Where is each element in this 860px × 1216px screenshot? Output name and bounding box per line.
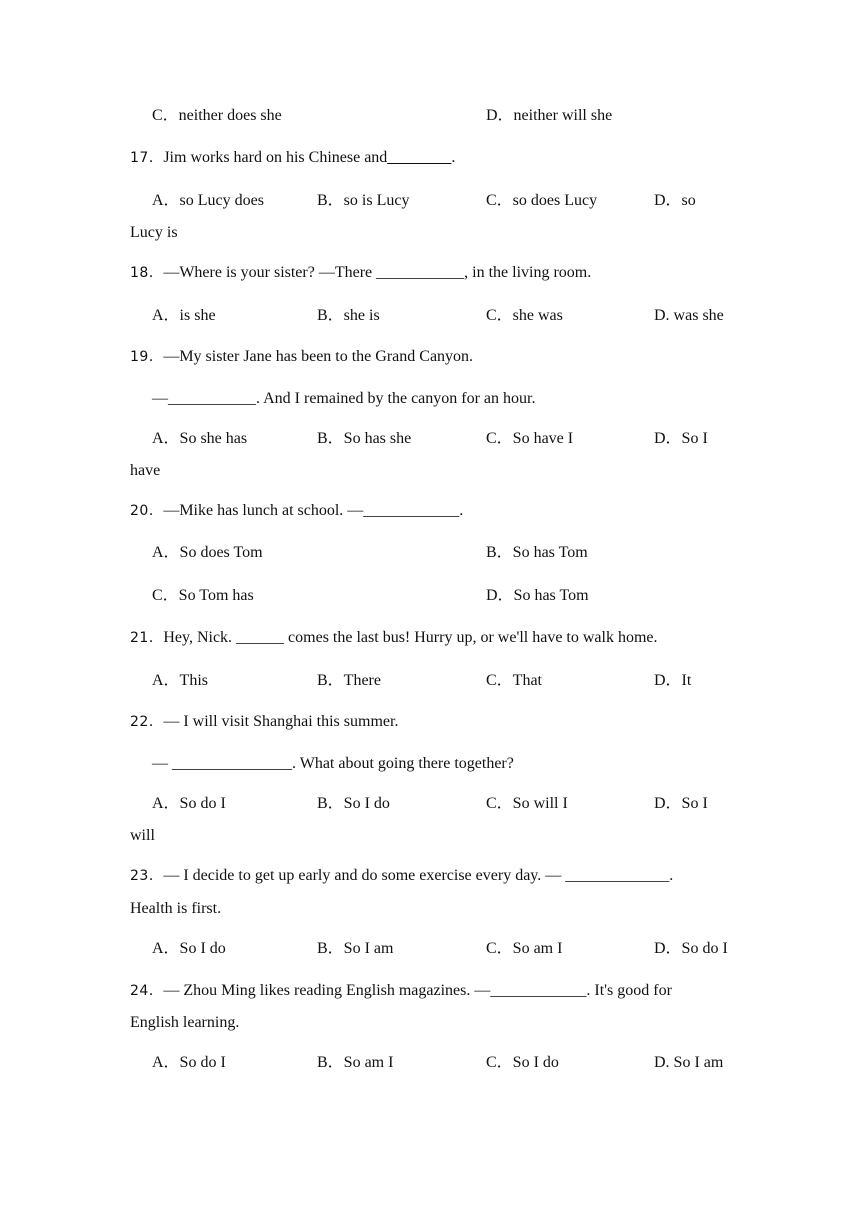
question-text: — Zhou Ming likes reading English magazines. —____________. It's good for [163,982,672,999]
option-c: C．so does Lucy [486,192,598,209]
question-number: 23． [130,868,164,884]
option-d-continued: will [130,827,155,844]
option-d: D．So I [654,795,708,812]
option-c: C．So have I [486,430,574,447]
option-d-continued: Lucy is [130,224,178,241]
question-22-response: — _______________. What about going there together? [152,755,514,772]
option-a: A．This [152,672,209,689]
option-a: A．is she [152,307,216,324]
option-d: D．neither will she [486,107,613,124]
option-d: D. So I am [654,1054,724,1071]
option-d: D．So has Tom [486,587,589,604]
option-a: A．So I do [152,940,226,957]
option-c: C．she was [486,307,563,324]
option-d: D．So I [654,430,708,447]
question-text: —Mike has lunch at school. —____________. [163,502,464,519]
question-21 [130,628,658,648]
question-24 [130,981,672,1001]
question-number: 20． [130,503,164,519]
option-d-continued: have [130,462,161,479]
question-number: 19． [130,349,164,365]
question-text: —My sister Jane has been to the Grand Canyon. [163,348,474,365]
question-number: 17． [130,150,164,166]
option-d: D．So do I [654,940,728,957]
option-b: B．So I am [317,940,394,957]
option-a: A．So do I [152,795,226,812]
question-number: 22． [130,714,164,730]
question-text: —Where is your sister? —There ___________, in the living room. [163,264,592,281]
question-24-continued: English learning. [130,1014,240,1031]
option-d: D. was she [654,307,724,324]
question-19 [130,347,473,367]
question-23-continued: Health is first. [130,900,222,917]
option-b: B．so is Lucy [317,192,410,209]
question-text: — I decide to get up early and do some exercise every day. — _____________. [163,867,674,884]
question-20 [130,501,463,521]
option-c: C．neither does she [152,107,282,124]
question-18 [130,263,591,283]
option-d: D．It [654,672,692,689]
option-b: B．she is [317,307,380,324]
option-b: B．There [317,672,381,689]
question-text: Jim works hard on his Chinese and [163,149,388,166]
option-a: A．So do I [152,1054,226,1071]
option-c: C．That [486,672,542,689]
option-b: B．So I do [317,795,390,812]
option-a: A．so Lucy does [152,192,264,209]
question-17 [130,148,455,168]
option-b: B．So has she [317,430,412,447]
question-number: 18． [130,265,164,281]
question-19-response: —___________. And I remained by the canyon for an hour. [152,390,536,407]
option-b: B．So has Tom [486,544,588,561]
question-number: 21． [130,630,164,646]
option-c: C．So will I [486,795,568,812]
option-a: A．So she has [152,430,248,447]
option-a: A．So does Tom [152,544,263,561]
option-b: B．So am I [317,1054,394,1071]
question-text-end: . [451,149,456,166]
option-c: C．So Tom has [152,587,254,604]
question-text: Hey, Nick. ______ comes the last bus! Hurry up, or we'll have to walk home. [163,629,658,646]
option-d: D．so [654,192,696,209]
answer-blank: ________ [387,149,452,166]
option-c: C．So am I [486,940,563,957]
question-text: — I will visit Shanghai this summer. [163,713,399,730]
option-c: C．So I do [486,1054,559,1071]
question-number: 24． [130,983,164,999]
question-22 [130,712,398,732]
question-23 [130,866,673,886]
